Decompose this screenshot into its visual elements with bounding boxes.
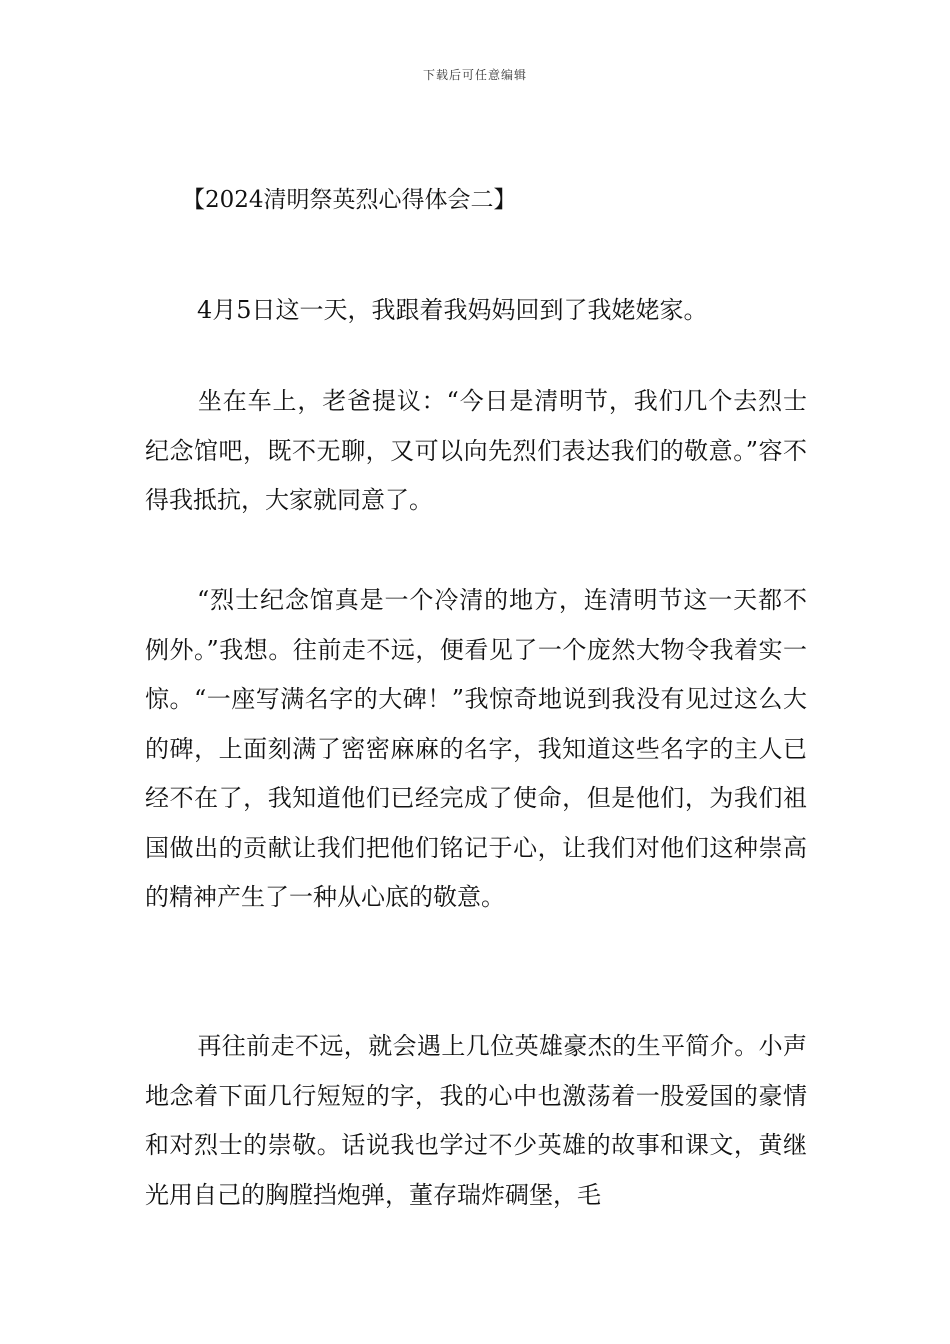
- paragraph-text: 再往前走不远，就会遇上几位英雄豪杰的生平简介。小声地念着下面几行短短的字，我的心中也激荡着一股爱国的豪情和对烈士的崇敬。话说我也学过不少英雄的故事和课文，黄继光用自己的胸膛挡炮弹，董存瑞炸碉堡，毛: [145, 1032, 807, 1209]
- header-note: 下载后可任意编辑: [422, 68, 527, 82]
- paragraph-4: [145, 1022, 807, 1220]
- paragraph-2: [145, 377, 807, 526]
- paragraph-text: 4月5日这一天，我跟着我妈妈回到了我姥姥家。: [197, 296, 708, 324]
- paragraph-3: [145, 576, 807, 923]
- paragraph-text: “烈士纪念馆真是一个冷清的地方，连清明节这一天都不例外。”我想。往前走不远，便看见了一个庞然大物令我着实一惊。“一座写满名字的大碑！”我惊奇地说到我没有见过这么大的碑，上面刻满了密密麻麻的名字，我知道这些名字的主人已经不在了，我知道他们已经完成了使命，但是他们，为我们祖国做出的贡献让我们把他们铭记于心，让我们对他们这种崇高的精神产生了一种从心底的敬意。: [145, 586, 807, 911]
- paragraph-1: [145, 286, 807, 336]
- paragraph-text: 坐在车上，老爸提议：“今日是清明节，我们几个去烈士纪念馆吧，既不无聊，又可以向先烈们表达我们的敬意。”容不得我抵抗，大家就同意了。: [145, 387, 807, 514]
- document-title: 【2024清明祭英烈心得体会二】: [182, 187, 517, 213]
